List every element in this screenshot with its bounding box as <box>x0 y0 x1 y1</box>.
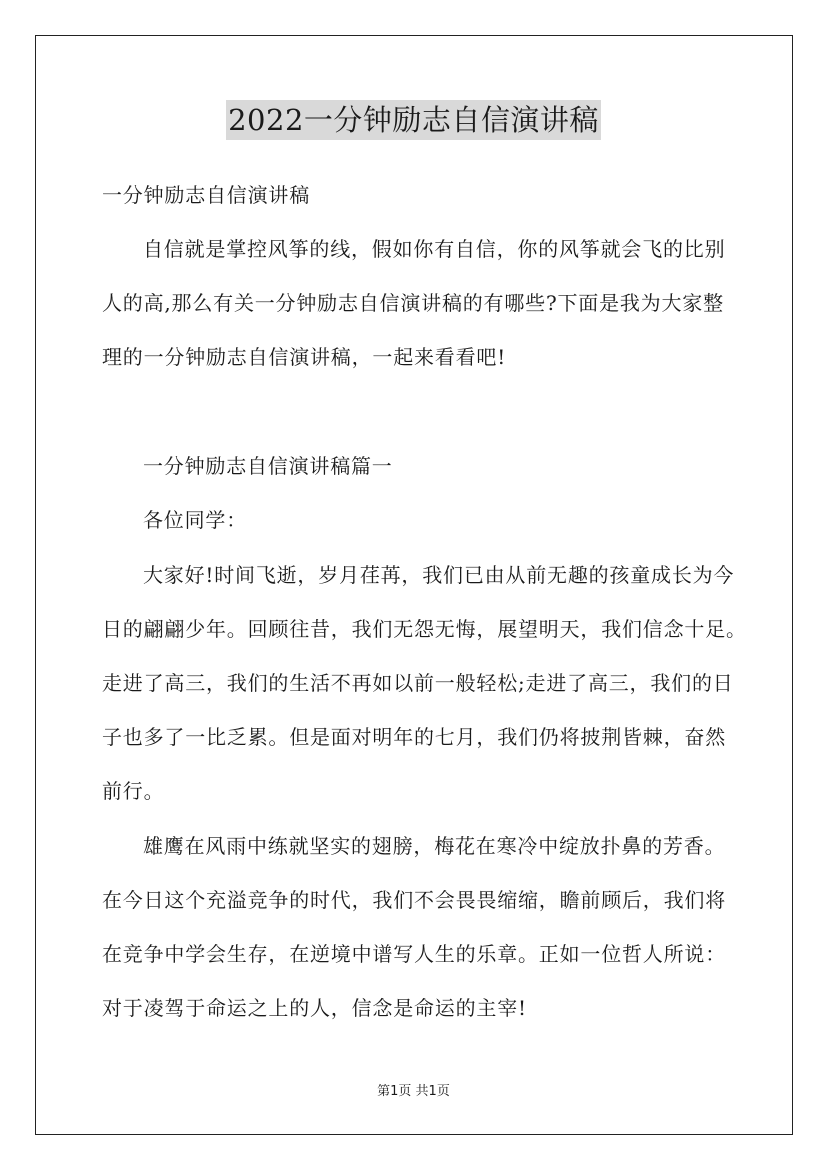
paragraph-line: 走进了高三，我们的生活不再如以前一般轻松;走进了高三，我们的日 <box>102 671 734 695</box>
paragraph-line: 理的一分钟励志自信演讲稿，一起来看看吧! <box>102 345 507 369</box>
page-footer: 第1页 共1页 <box>377 1084 450 1099</box>
paragraph-line: 子也多了一比乏累。但是面对明年的七月，我们仍将披荆皆棘，奋然 <box>102 725 726 749</box>
salutation: 各位同学： <box>143 508 247 532</box>
title-container <box>0 100 827 140</box>
section-heading: 一分钟励志自信演讲稿篇一 <box>143 454 393 478</box>
paragraph-line: 雄鹰在风雨中练就坚实的翅膀，梅花在寒冷中绽放扑鼻的芳香。 <box>143 834 726 858</box>
document-subtitle: 一分钟励志自信演讲稿 <box>102 183 310 207</box>
paragraph-line: 在竞争中学会生存，在逆境中谱写人生的乐章。正如一位哲人所说： <box>102 942 726 966</box>
document-title: 2022一分钟励志自信演讲稿 <box>226 100 601 140</box>
paragraph-line: 人的高,那么有关一分钟励志自信演讲稿的有哪些?下面是我为大家整 <box>102 291 724 315</box>
paragraph-line: 对于凌驾于命运之上的人，信念是命运的主宰! <box>102 996 527 1020</box>
paragraph-line: 在今日这个充溢竞争的时代，我们不会畏畏缩缩，瞻前顾后，我们将 <box>102 888 726 912</box>
paragraph-line: 大家好!时间飞逝，岁月荏苒，我们已由从前无趣的孩童成长为今 <box>143 563 735 587</box>
paragraph-line: 前行。 <box>102 779 165 803</box>
paragraph-line: 日的翩翩少年。回顾往昔，我们无怨无悔，展望明天，我们信念十足。 <box>102 617 747 641</box>
paragraph-line: 自信就是掌控风筝的线，假如你有自信，你的风筝就会飞的比别 <box>143 237 726 261</box>
